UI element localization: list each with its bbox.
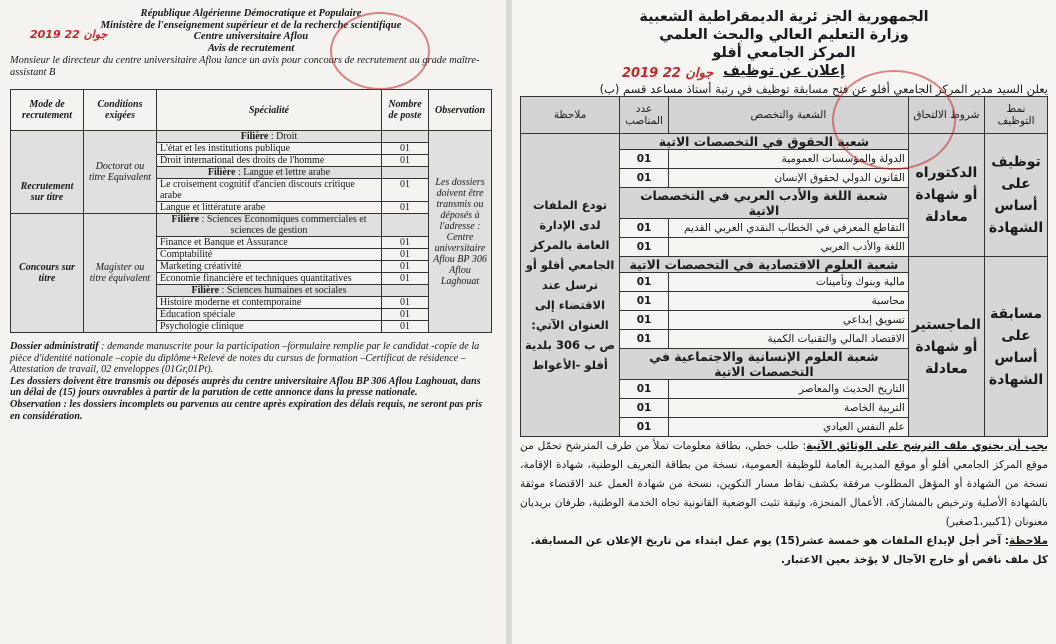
ar-filiere-label: شعبة اللغة والأدب العربي في التخصصات الاتية: [620, 188, 909, 219]
ar-count-cell: 01: [620, 169, 669, 188]
ar-count-cell: 01: [620, 311, 669, 330]
arabic-notes: [520, 437, 1048, 570]
ar-specialite-cell: مالية وبنوك وتأمينات: [669, 273, 909, 292]
mode-cell: Concours sur titre: [11, 214, 84, 333]
ar-count-cell: 01: [620, 399, 669, 418]
count-cell: 01: [382, 237, 429, 249]
ar-col-count: عدد المناصب: [620, 97, 669, 134]
ar-condition-cell: الدكتوراه أو شهادة معادلة: [908, 134, 984, 257]
ar-filiere-label: شعبة الحقوق في التخصصات الاتية: [620, 134, 909, 150]
ar-observation-cell: تودع الملفات لدى الإدارة العامة بالمركز الجامعي أفلو أو ترسل عند الاقتضاء إلى العنوان الآتي: ص ب 306 بلدية أفلو -الأغواط: [521, 134, 620, 437]
arabic-positions-table: [520, 96, 1048, 437]
specialite-cell: Psychologie clinique: [157, 321, 382, 333]
col-nombre: Nombre de poste: [382, 90, 429, 131]
ar-specialite-cell: الاقتصاد المالي والتقنيات الكمية: [669, 330, 909, 349]
arabic-announcement: [512, 0, 1056, 644]
ar-header-ministry: وزارة التعليم العالي والبحث العلمي: [659, 27, 909, 43]
specialite-cell: Economie financière et techniques quantitatives: [157, 273, 382, 285]
ar-dossier-note: يجب أن يحتوي ملف الترشح على الوثائق الآتية: طلب خطي، بطاقة معلومات تملأ من طرف المترشح تحمّل من موقع المركز الجامعي أفلو أو موقع المديرية العامة للوظيفة العمومية، نسخة من بطاقة التعريف الوطنية، شهادة الإقامة، نسخة من الشهادة أو المؤهل المطلوب مرفقة بكشف نقاط مسار التكوين، نسخة من شهادة العمل عند الاقتضاء موثقة بالشهادة الأصلية وترخيص بالمشاركة، الأعمال المنجزة، وثيقة تثبت الوضعية القانونية تجاه الخدمة الوطنية، ظرفان بريديان معنونان (1كبير،1صغير): [520, 440, 1048, 528]
count-cell: 01: [382, 261, 429, 273]
header-ministry: Ministère de l'enseignement supérieur et de la recherche scientifique: [100, 19, 402, 31]
specialite-cell: Langue et littérature arabe: [157, 202, 382, 214]
ar-count-cell: 01: [620, 238, 669, 257]
french-notes: [10, 341, 492, 422]
french-intro: Monsieur le directeur du centre universitaire Aflou lance un avis pour concours de recrutement au grade maître-assistant B: [10, 55, 480, 78]
specialite-cell: Le croisement cognitif d'ancien discours critique arabe: [157, 179, 382, 202]
ar-stamp-date: 2019 جوان 22: [622, 66, 714, 81]
ar-count-cell: 01: [620, 330, 669, 349]
specialite-cell: Marketing créativité: [157, 261, 382, 273]
count-cell: 01: [382, 155, 429, 167]
ar-header-ilan: إعلان عن توظيف: [723, 63, 845, 79]
dossier-administratif: Dossier administratif : demande manuscrite pour la participation –formulaire remplie par le candidat -copie de la pièce d'identité nationale –copie du diplôme+Relevé de notes du cursus de formation –Certificat de résidence –Attestation de travail, 02 enveloppes (01Gr,01Pt).: [10, 341, 480, 376]
specialite-cell: Education spéciale: [157, 309, 382, 321]
ar-filiere-row: [521, 134, 1048, 150]
ar-filiere-label: شعبة العلوم الاقتصادية في التخصصات الاتية: [620, 257, 909, 273]
official-stamp-icon: [330, 12, 430, 90]
count-cell: 01: [382, 309, 429, 321]
count-cell: 01: [382, 143, 429, 155]
count-cell: 01: [382, 321, 429, 333]
col-conditions: Conditions exigées: [84, 90, 157, 131]
ar-specialite-cell: التاريخ الحديث والمعاصر: [669, 380, 909, 399]
mode-cell: Recrutement sur titre: [11, 131, 84, 214]
observation-note: Observation : les dossiers incomplets ou parvenus au centre après expiration des délais requis, ne seront pas pris en considération.: [10, 398, 483, 422]
empty-count: [382, 214, 429, 237]
specialite-cell: Histoire moderne et contemporaine: [157, 297, 382, 309]
col-mode: Mode de recrutement: [11, 90, 84, 131]
ar-col-specialite: الشعبة والتخصص: [669, 97, 909, 134]
arabic-intro: يعلن السيد مدير المركز الجامعي أفلو عن فتح مسابقة توظيف في رتبة أستاذ مساعد قسم (ب): [599, 82, 1048, 96]
header-centre: Centre universitaire Aflou: [193, 31, 309, 42]
count-cell: 01: [382, 273, 429, 285]
ar-specialite-cell: القانون الدولي لحقوق الإنسان: [669, 169, 909, 188]
filiere-row: [11, 214, 492, 237]
french-positions-table: [10, 89, 492, 333]
count-cell: 01: [382, 202, 429, 214]
count-cell: 01: [382, 297, 429, 309]
ar-col-conditions: شروط الالتحاق: [908, 97, 984, 134]
ar-count-cell: 01: [620, 219, 669, 238]
ar-specialite-cell: علم النفس العيادي: [669, 418, 909, 437]
col-observation: Observation: [429, 90, 492, 131]
filiere-label: Filière : Sciences humaines et sociales: [157, 285, 382, 297]
filiere-row: [11, 131, 492, 143]
delai-note: Les dossiers doivent être transmis ou déposés auprès du centre universitaire Aflou BP 306 Aflou Laghouat, dans un délai de (15) jours ouvrables à partir de la parution de cette annonce dans la presse nationale.: [10, 375, 481, 399]
observation-cell: Les dossiers doivent être transmis ou déposés à l'adresse : Centre universitaire Aflou BP 306 Aflou Laghouat: [429, 131, 492, 333]
col-specialite: Spécialité: [157, 90, 382, 131]
ar-specialite-cell: تسويق إبداعي: [669, 311, 909, 330]
ar-mode-cell: توظيف على أساس الشهادة: [985, 134, 1048, 257]
filiere-label: Filière : Langue et lettre arabe: [157, 167, 382, 179]
specialite-cell: L'état et les institutions publique: [157, 143, 382, 155]
empty-count: [382, 131, 429, 143]
count-cell: 01: [382, 179, 429, 202]
ar-count-cell: 01: [620, 150, 669, 169]
condition-cell: Doctorat ou titre Equivalent: [84, 131, 157, 214]
filiere-label: Filière : Droit: [157, 131, 382, 143]
specialite-cell: Droit international des droits de l'homme: [157, 155, 382, 167]
ar-mode-cell: مسابقة على أساس الشهادة: [985, 257, 1048, 437]
empty-count: [382, 285, 429, 297]
header-avis: Avis de recrutement: [207, 42, 295, 54]
ar-filiere-label: شعبة العلوم الإنسانية والاجتماعية في التخصصات الاتية: [620, 349, 909, 380]
ar-header-centre: المركز الجامعي أفلو: [712, 45, 856, 61]
specialite-cell: Comptabilité: [157, 249, 382, 261]
ar-specialite-cell: التربية الخاصة: [669, 399, 909, 418]
ar-delai-note: ملاحظة: آخر أجل لإيداع الملفات هو خمسة عشر(15) يوم عمل ابتداء من تاريخ الإعلان عن المسابقة.: [530, 535, 1048, 547]
ar-specialite-cell: الدولة والمؤسسات العمومية: [669, 150, 909, 169]
empty-count: [382, 167, 429, 179]
ar-final-note: كل ملف ناقص أو خارج الآجال لا يؤخذ بعين الاعتبار.: [780, 554, 1048, 566]
ar-col-mode: نمط التوظيف: [985, 97, 1048, 134]
count-cell: 01: [382, 249, 429, 261]
ar-specialite-cell: محاسبة: [669, 292, 909, 311]
arabic-header: [520, 8, 1048, 80]
official-stamp-icon: [832, 70, 956, 170]
french-announcement: [0, 0, 506, 644]
filiere-label: Filière : Sciences Economiques commerciales et sciences de gestion: [157, 214, 382, 237]
ar-specialite-cell: اللغة والأدب العربي: [669, 238, 909, 257]
stamp-date: 2019 جوان 22: [30, 28, 108, 41]
condition-cell: Magister ou titre équivalent: [84, 214, 157, 333]
ar-specialite-cell: التقاطع المعرفي في الخطاب النقدي العربي القديم: [669, 219, 909, 238]
ar-count-cell: 01: [620, 418, 669, 437]
ar-header-republic: الجمهورية الجز ئرية الديمقراطية الشعبية: [639, 9, 929, 25]
ar-col-observation: ملاحظة: [521, 97, 620, 134]
ar-condition-cell: الماجستير أو شهادة معادلة: [908, 257, 984, 437]
header-republic: République Algérienne Démocratique et Populaire: [140, 8, 362, 19]
specialite-cell: Finance et Banque et Assurance: [157, 237, 382, 249]
ar-count-cell: 01: [620, 273, 669, 292]
ar-count-cell: 01: [620, 292, 669, 311]
ar-count-cell: 01: [620, 380, 669, 399]
